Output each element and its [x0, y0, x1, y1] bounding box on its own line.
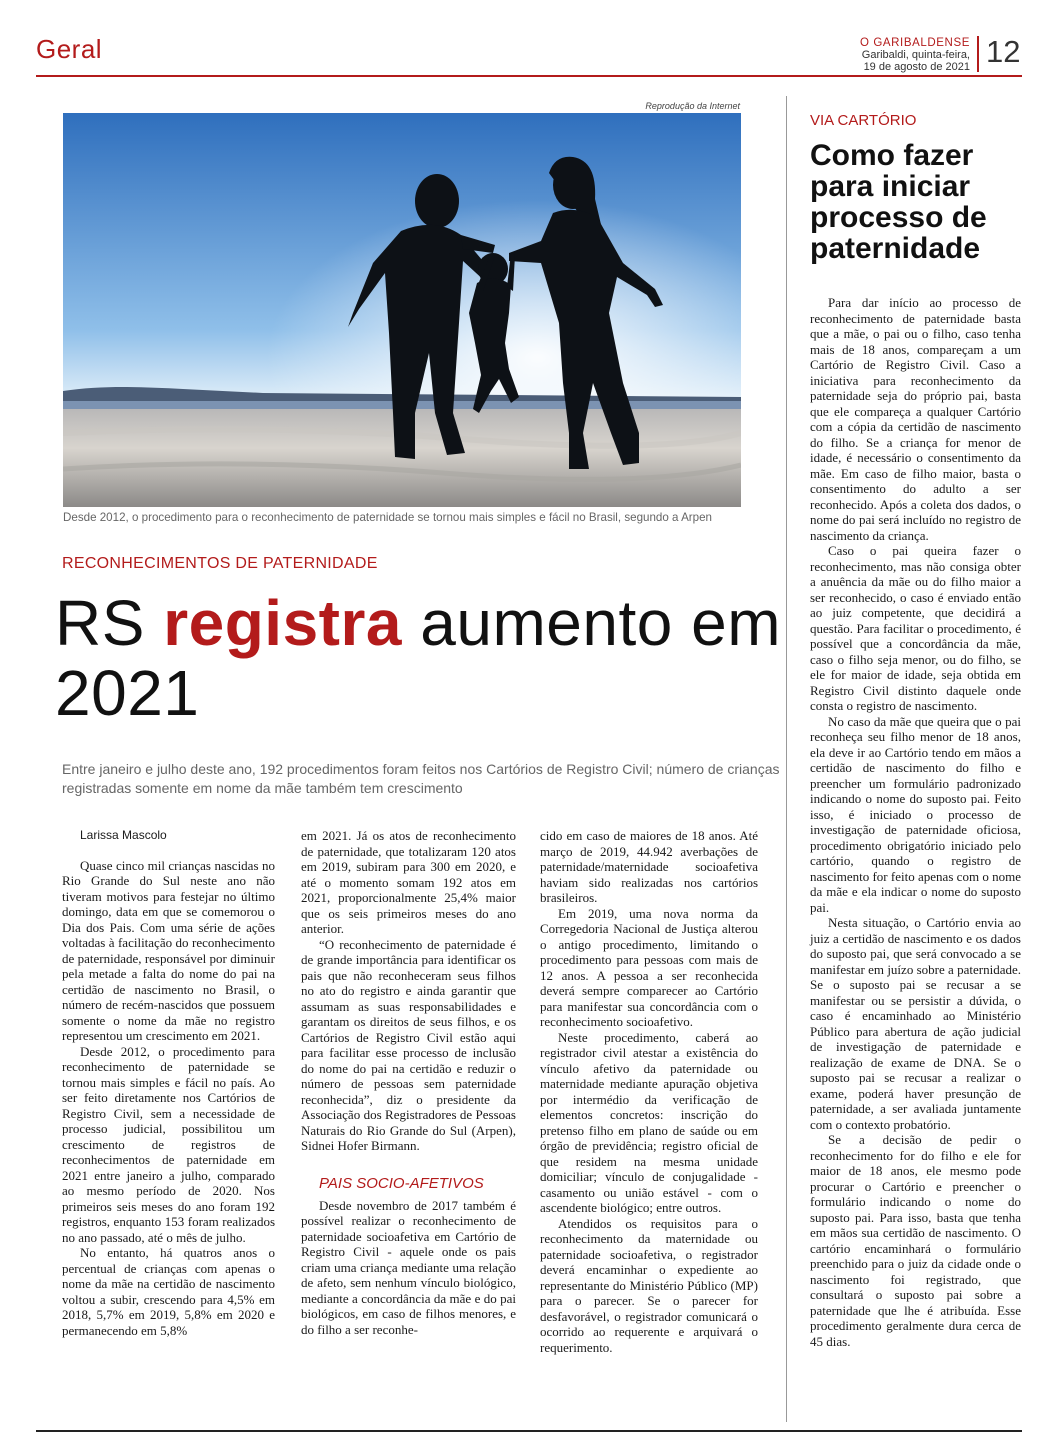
sidebar-column — [810, 295, 1021, 1349]
sidebar-kicker: VIA CARTÓRIO — [810, 112, 917, 129]
headline-part1: RS — [55, 587, 164, 659]
headline-part2: aumento em 2021 — [55, 587, 781, 729]
subheading: PAIS SOCIO-AFETIVOS — [319, 1174, 484, 1192]
dateline: Garibaldi, quinta-feira, — [861, 49, 970, 61]
paragraph: No entanto, há quatros anos o percentual de crianças com apenas o nome da mãe na certidão de nascimento voltou a subir, crescendo para 4,5% em 2018, 5,7% em 2019, 5,8% em 2020 e permanecendo em 5,8% — [62, 1245, 275, 1338]
column-divider — [786, 96, 787, 1422]
article-column-3 — [540, 828, 758, 1355]
publication-name: O GARIBALDENSE — [859, 37, 970, 49]
paragraph: Nesta situação, o Cartório envia ao juiz a certidão de nascimento e os dados do suposto pai, que será convocado a se manifestar em juízo sobre a paternidade. Se o suposto pai se recusar a se manifestar ou se persistir a dúvida, o caso é encaminhado ao Ministério Público para abertura de ação judicial de investigação de paternidade e realização de exame de DNA. Se o suposto pai se recusar a realizar o exame, poderá haver presunção de paternidade, a ser avaliada juntamente com o contexto probatório. — [810, 915, 1021, 1132]
article-deck: Entre janeiro e julho deste ano, 192 procedimentos foram feitos nos Cartórios de Registro Civil; número de crianças registradas somente em nome da mãe também tem crescimento — [62, 761, 780, 796]
paragraph: Caso o pai queira fazer o reconhecimento, mas não consiga obter a anuência da mãe ou do filho maior a ser reconhecido, o caso é enviado então ao juiz competente, que decidirá a questão. Para facilitar o procedimento, é possível que a concordância da mãe, caso o filho seja menor, ou do filho, se ele for maior de idade, seja obtida em Registro Civil distinto daquele onde consta o registro de nascimento. — [810, 543, 1021, 713]
paragraph: Se a decisão de pedir o reconhecimento for do filho e ele for maior de 18 anos, ele mesmo pode procurar o Cartório e preencher o formulário indicando o nome do suposto pai. Para isso, basta que tenha em mãos sua certidão de nascimento. O cartório encaminhará o formulário preenchido para o juiz da cidade onde o nascimento foi registrado, que consultará o suposto pai sobre a paternidade que lhe é atribuída. Esse procedimento geralmente dura cerca de 45 dias. — [810, 1132, 1021, 1349]
author-byline: Larissa Mascolo — [80, 828, 167, 842]
section-title — [36, 34, 102, 65]
footer-rule — [36, 1430, 1022, 1432]
issue-date: 19 de agosto de 2021 — [863, 61, 970, 73]
page-number: 12 — [986, 34, 1021, 69]
photo-credit: Reprodução da Internet — [645, 101, 740, 111]
paragraph: Desde novembro de 2017 também é possível realizar o reconhecimento de paternidade socioafetiva em Cartório de Registro Civil - aquele onde os pais criam uma criança mediante uma relação de afeto, sem nenhum vínculo biológico, mediante a concordância da mãe e do pai biológicos, em caso de filhos menores, e do filho a ser reconhe- — [301, 1197, 516, 1337]
paragraph: cido em caso de maiores de 18 anos. Até março de 2019, 44.942 averbações de paternidade/maternidade socioafetiva haviam sido realizadas nos cartórios brasileiros. — [540, 828, 758, 905]
paragraph: em 2021. Já os atos de reconhecimento de paternidade, que totalizaram 120 atos em 2019, subiram para 300 em 2020, e até o momento somam 192 atos em 2021, proporcionalmente 25,4% maior que os seis primeiros meses do ano anterior. — [301, 828, 516, 936]
paragraph: Atendidos os requisitos para o reconhecimento da maternidade ou paternidade socioafetiva, o registrador deverá encaminhar o expediente ao representante do Ministério Público (MP) para o parecer. Se o parecer for desfavorável, o registrador comunicará o ocorrido ao requerente e arquivará o requerimento. — [540, 1215, 758, 1355]
paragraph: Em 2019, uma nova norma da Corregedoria Nacional de Justiça alterou o antigo procedimento, limitando o procedimento para pessoas com mais de 12 anos. A pessoa a ser reconhecida deverá sempre comparecer ao Cartório para manifestar sua concordância com o reconhecimento socioafetivo. — [540, 905, 758, 1029]
paragraph: “O reconhecimento de paternidade é de grande importância para identificar os pais que não reconheceram seus filhos no ato do registro e ainda garantir que assumam as suas responsabilidades e garantam os direitos de seus filhos, e os Cartórios de Registro Civil estão aqui para facilitar esse processo de inclusão do nome do pai na certidão e reduzir o número de pessoas sem paternidade reconhecida”, diz o presidente da Associação dos Registradores de Pessoas Naturais do Rio Grande do Sul (Arpen), Sidnei Hofer Birmann. — [301, 936, 516, 1153]
paragraph: Neste procedimento, caberá ao registrador civil atestar a existência do vínculo afetivo da paternidade ou maternidade mediante apuração objetiva por intermédio da verificação de elementos concretos: inscrição do pretenso filho em plano de saúde ou em órgão de previdência; registro oficial de que residem na mesma unidade domiciliar; vínculo de conjugalidade - casamento ou união estável - com o ascendente biológico; entre outros. — [540, 1029, 758, 1215]
family-beach-photo — [63, 113, 741, 507]
paragraph: No caso da mãe que queira que o pai reconheça seu filho menor de 18 anos, ela deve ir ao Cartório tendo em mãos a certidão de nascimento do filho e preencher um formulário padronizado indicando o nome do suposto pai. Feito isso, é iniciado o processo de investigação de paternidade oficiosa, procedimento obrigatório iniciado pelo cartório, quando o registro de nascimento for feito apenas com o nome da mãe e ela indicar o nome do suposto pai. — [810, 713, 1021, 915]
headline — [55, 588, 795, 728]
section-label: Geral — [36, 34, 103, 64]
page-divider — [977, 36, 979, 72]
masthead-info — [860, 37, 970, 73]
photo-caption: Desde 2012, o procedimento para o reconhecimento de paternidade se tornou mais simples e fácil no Brasil, segundo a Arpen — [63, 511, 713, 524]
article-column-1 — [62, 828, 275, 1338]
paragraph: Quase cinco mil crianças nascidas no Rio Grande do Sul neste ano não tiveram motivos para festejar no último domingo, data em que se comemorou o Dia dos Pais. Com uma série de ações voltadas à facilitação do reconhecimento de paternidade, responsável por diminuir pela metade a falta do nome do pai na certidão de nascimento no Brasil, o número de recém-nascidos que possuem somente o nome da mãe no registro representou um crescimento em 2021. — [62, 857, 275, 1043]
article-column-2 — [301, 828, 516, 1337]
headline-highlight: registra — [163, 587, 402, 659]
sidebar-title: Como fazer para iniciar processo de paternidade — [810, 139, 987, 265]
article-kicker: RECONHECIMENTOS DE PATERNIDADE — [62, 555, 378, 572]
paragraph: Para dar início ao processo de reconhecimento de paternidade basta que a mãe, o pai ou o filho, caso tenha mais de 18 anos, compareçam a um Cartório de Registro Civil. Caso a iniciativa para reconhecimento da paternidade seja do próprio pai, basta que ele compareça a qualquer Cartório com a cópia da certidão de nascimento do filho. Se a criança for menor de idade, é necessário o consentimento da mãe. Em caso de filho maior, basta o consentimento do adulto a ser reconhecido. Após a coleta dos dados, o nome do pai será incluído no registro de nascimento da criança. — [810, 295, 1021, 543]
header-rule — [36, 75, 1022, 77]
paragraph: Desde 2012, o procedimento para reconhecimento de paternidade se tornou mais simples e fácil no país. Ao ser feito diretamente nos Cartórios de Registro Civil, sem a necessidade de processo judicial, possibilitou um crescimento de registros de reconhecimentos de paternidade em 2021 entre janeiro a julho, comparado ao mesmo período de 2020. Nos primeiros seis meses do ano foram 192 registros, enquanto 153 foram realizados no ano passado, até o mês de julho. — [62, 1043, 275, 1245]
